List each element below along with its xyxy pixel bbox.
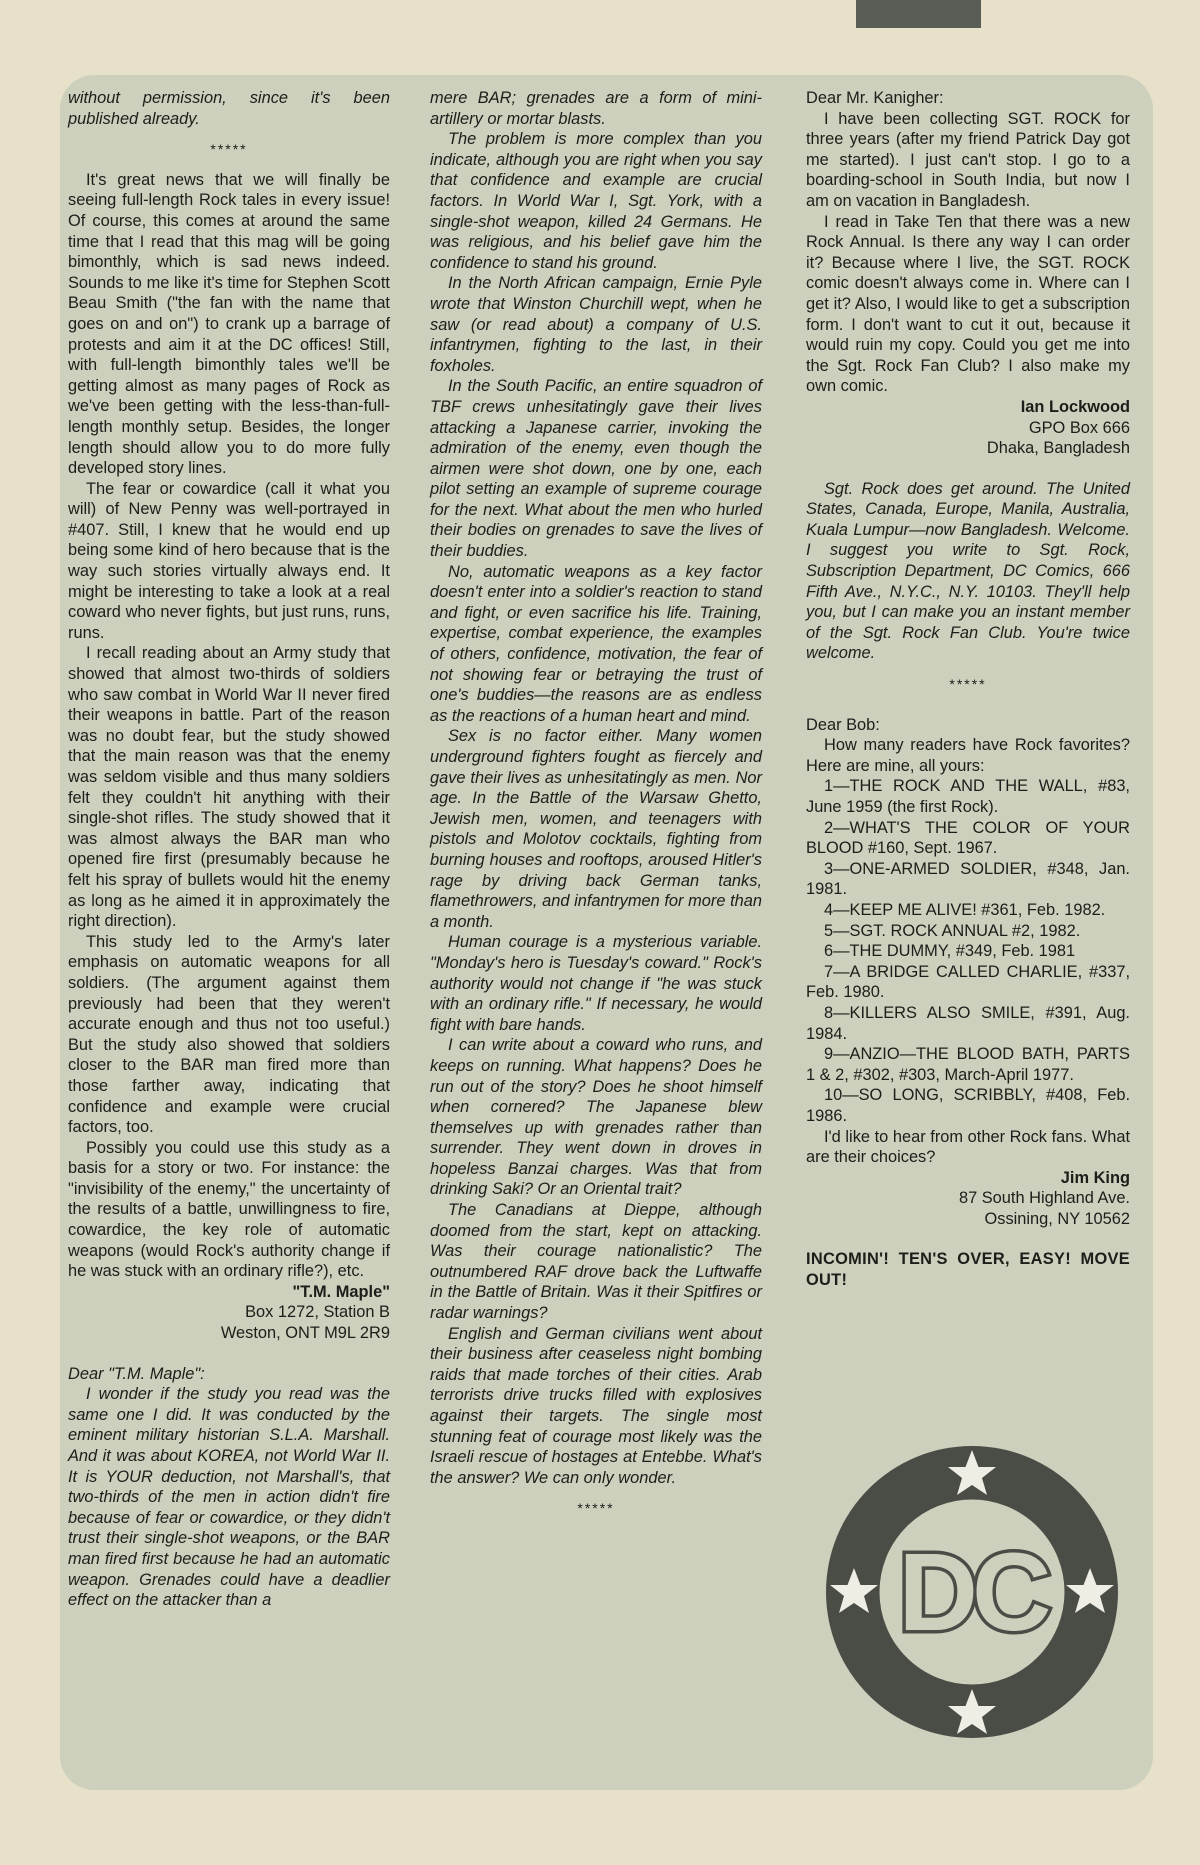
column-1 xyxy=(68,88,390,1611)
reply-paragraph: The problem is more complex than you indicate, although you are right when you say that confidence and example are crucial factors. In World War I, Sgt. York, with a single-shot weapon, killed 24 Germans. He was religious, and his belief gave him the confidence to stand his ground. xyxy=(430,130,762,272)
favorite-item: 3—ONE-ARMED SOLDIER, #348, Jan. 1981. xyxy=(806,859,1130,899)
separator-stars: ***** xyxy=(577,1500,615,1517)
favorite-item: 2—WHAT'S THE COLOR OF YOUR BLOOD #160, Sept. 1967. xyxy=(806,818,1130,858)
letter-paragraph: How many readers have Rock favorites? Here are mine, all yours: xyxy=(806,736,1130,775)
separator-stars: ***** xyxy=(949,676,987,693)
logo-text: DC xyxy=(898,1531,1046,1654)
reply-paragraph: The Canadians at Dieppe, although doomed from the start, kept on attacking. Was their courage nationalistic? The outnumbered RAF drove back the Luftwaffe in the Battle of Britain. Was it their Spitfires or radar warnings? xyxy=(430,1201,762,1323)
reply-paragraph: I can write about a coward who runs, and keeps on running. What happens? Does he run out of the story? Does he shoot himself when cornered? The Japanese blew themselves up with grenades rather than surrender. They went down in droves in hopeless Banzai charges. Was that from drinking Saki? Or an Oriental trait? xyxy=(430,1036,762,1199)
dc-logo-graphic xyxy=(822,1442,1122,1742)
letter-paragraph: I recall reading about an Army study that showed that almost two-thirds of soldiers who saw combat in World War II never fired their weapons in battle. Part of the reason was no doubt fear, but the study showed that the main reason was that the enemy was seldom visible and thus many soldiers felt they couldn't hit anything with their single-shot rifles. The study showed that it was almost always the BAR man who opened fire first (presumably because he felt his spray of bullets would hit the enemy as long as he aimed it in approximately the right direction). xyxy=(68,644,390,931)
column-3 xyxy=(806,88,1130,1291)
letter-paragraph: This study led to the Army's later emphasis on automatic weapons for all soldiers. (The argument against them previously had been that they weren't accurate enough and thus not too useful.) But the study also showed that soldiers closer to the BAR man fired more than those farther away, indicating that confidence and example were crucial factors, too. xyxy=(68,932,390,1137)
signature-address-line: Dhaka, Bangladesh xyxy=(986,439,1130,458)
favorite-item: 7—A BRIDGE CALLED CHARLIE, #337, Feb. 1980. xyxy=(806,962,1130,1002)
favorite-item: 6—THE DUMMY, #349, Feb. 1981 xyxy=(824,942,1076,961)
signature-name: "T.M. Maple" xyxy=(292,1282,390,1301)
reply-salutation: Dear "T.M. Maple": xyxy=(68,1364,205,1383)
favorite-item: 10—SO LONG, SCRIBBLY, #408, Feb. 1986. xyxy=(806,1086,1130,1125)
intro-fragment: without permission, since it's been published already. xyxy=(68,89,390,128)
signature-name: Jim King xyxy=(1060,1168,1130,1187)
letter-paragraph: Possibly you could use this study as a basis for a story or two. For instance: the "invisibility of the enemy," the uncertainty of the results of a battle, unwillingness to fire, cowardice, the key role of automatic weapons (would Rock's authority change if he was stuck with an ordinary rifle?), etc. xyxy=(68,1138,390,1281)
reply-paragraph: No, automatic weapons as a key factor doesn't enter into a soldier's reaction to stand and fight, or even sacrifice his life. Training, expertise, combat experience, the examples of others, confidence, motivation, the fear of not showing fear or betraying the trust of one's buddies—the reasons are as endless as the reactions of a human heart and mind. xyxy=(430,562,762,725)
letter-paragraph: I read in Take Ten that there was a new Rock Annual. Is there any way I can order it? Because where I live, the SGT. ROCK comic doesn't always come in. Where can I get it? Also, I would like to get a subscription form. I don't want to cut it out, because it would ruin my copy. Could you get me into the Sgt. Rock Fan Club? I also make my own comic. xyxy=(806,212,1130,396)
signature-address-line: GPO Box 666 xyxy=(1028,418,1130,437)
signature-name: Ian Lockwood xyxy=(1020,397,1130,416)
letter-paragraph: I have been collecting SGT. ROCK for three years (after my friend Patrick Day got me started). I just can't stop. I go to a boarding-school in South India, but now I am on vacation in Bangladesh. xyxy=(806,109,1130,210)
reply-paragraph: mere BAR; grenades are a form of mini-artillery or mortar blasts. xyxy=(430,89,762,128)
reply-paragraph: In the North African campaign, Ernie Pyle wrote that Winston Churchill wept, when he saw (or read about) a company of U.S. infantrymen, fighting to the last, in their foxholes. xyxy=(430,274,762,375)
letter-salutation: Dear Mr. Kanigher: xyxy=(806,89,944,107)
favorite-item: 5—SGT. ROCK ANNUAL #2, 1982. xyxy=(824,921,1081,940)
reply-paragraph: Human courage is a mysterious variable. "Monday's hero is Tuesday's coward." Rock's authority would not change if "he was stuck with an ordinary rifle." If necessary, he would fight with bare hands. xyxy=(430,933,762,1034)
letter-paragraph: It's great news that we will finally be seeing full-length Rock tales in every issue! Of course, this comes at around the same time that I read that this mag will be going bimonthly, which is sad news indeed. Sounds to me like it's time for Stephen Scott Beau Smith ("the fan with the name that goes on and on") to crank up a barrage of protests and aim it at the DC offices! Still, with full-length bimonthly tales we'll be getting almost as many pages of Rock as we've been getting with the less-than-full-length monthly setup. Besides, the longer length should allow you to do more fully developed story lines. xyxy=(68,170,390,478)
closing-shout: INCOMIN'! TEN'S OVER, EASY! MOVE OUT! xyxy=(806,1250,1130,1290)
letter-paragraph: I'd like to hear from other Rock fans. What are their choices? xyxy=(806,1127,1130,1167)
favorite-item: 8—KILLERS ALSO SMILE, #391, Aug. 1984. xyxy=(806,1003,1130,1043)
separator-stars: ***** xyxy=(210,141,248,158)
favorite-item: 4—KEEP ME ALIVE! #361, Feb. 1982. xyxy=(824,900,1106,919)
dc-logo xyxy=(822,1442,1122,1742)
reply-paragraph: English and German civilians went about their business after ceaseless night bombing raids that made torches of their cities. Arab terrorists drive trucks filled with explosives against their targets. The single most stunning feat of courage most likely was the Israeli rescue of hostages at Entebbe. What's the answer? We can only wonder. xyxy=(430,1324,762,1487)
column-2 xyxy=(430,88,762,1529)
signature-address-line: Box 1272, Station B xyxy=(245,1303,390,1322)
reply-paragraph: In the South Pacific, an entire squadron of TBF crews unhesitatingly gave their lives attacking a Japanese carrier, invoking the admiration of the enemy, even though the airmen were shot down, one by one, each pilot setting an example of supreme courage for the next. What about the men who hurled their bodies on grenades to save the lives of their buddies. xyxy=(430,377,762,561)
reply-paragraph: Sex is no factor either. Many women underground fighters fought as fiercely and gave their lives as unhesitatingly as men. Nor age. In the Battle of the Warsaw Ghetto, Jewish men, women, and teenagers with pistols and Molotov cocktails, fighting from burning houses and rooftops, aroused Hitler's rage by driving back German tanks, flamethrowers, and infantrymen for more than a month. xyxy=(430,727,762,931)
signature-address-line: Ossining, NY 10562 xyxy=(984,1209,1130,1228)
page-tab-marker xyxy=(856,0,981,28)
favorite-item: 9—ANZIO—THE BLOOD BATH, PARTS 1 & 2, #302, #303, March-April 1977. xyxy=(806,1045,1130,1084)
letter-paragraph: The fear or cowardice (call it what you will) of New Penny was well-portrayed in #407. Still, I knew that he would end up being some kind of hero because that is the way such stories virtually always end. It might be interesting to take a look at a real coward who never fights, but just runs, runs, runs. xyxy=(68,479,390,642)
signature-address-line: 87 South Highland Ave. xyxy=(958,1189,1130,1208)
reply-paragraph: Sgt. Rock does get around. The United States, Canada, Europe, Manila, Australia, Kuala Lumpur—now Bangladesh. Welcome. I suggest you write to Sgt. Rock, Subscription Department, DC Comics, 666 Fifth Ave., N.Y.C., N.Y. 10103. They'll help you, but I can make you an instant member of the Sgt. Rock Fan Club. You're twice welcome. xyxy=(806,479,1130,663)
reply-paragraph: I wonder if the study you read was the same one I did. It was conducted by the eminent military historian S.L.A. Marshall. And it was about KOREA, not World War II. It is YOUR deduction, not Marshall's, that two-thirds of the men in action didn't fire because of fear or cowardice, or they didn't trust their single-shot weapons, or the BAR man fired first because he had an automatic weapon. Grenades could have a deadlier effect on the attacker than a xyxy=(68,1385,390,1610)
letter-salutation: Dear Bob: xyxy=(806,715,880,734)
signature-address-line: Weston, ONT M9L 2R9 xyxy=(220,1324,390,1343)
favorite-item: 1—THE ROCK AND THE WALL, #83, June 1959 (the first Rock). xyxy=(806,777,1130,816)
